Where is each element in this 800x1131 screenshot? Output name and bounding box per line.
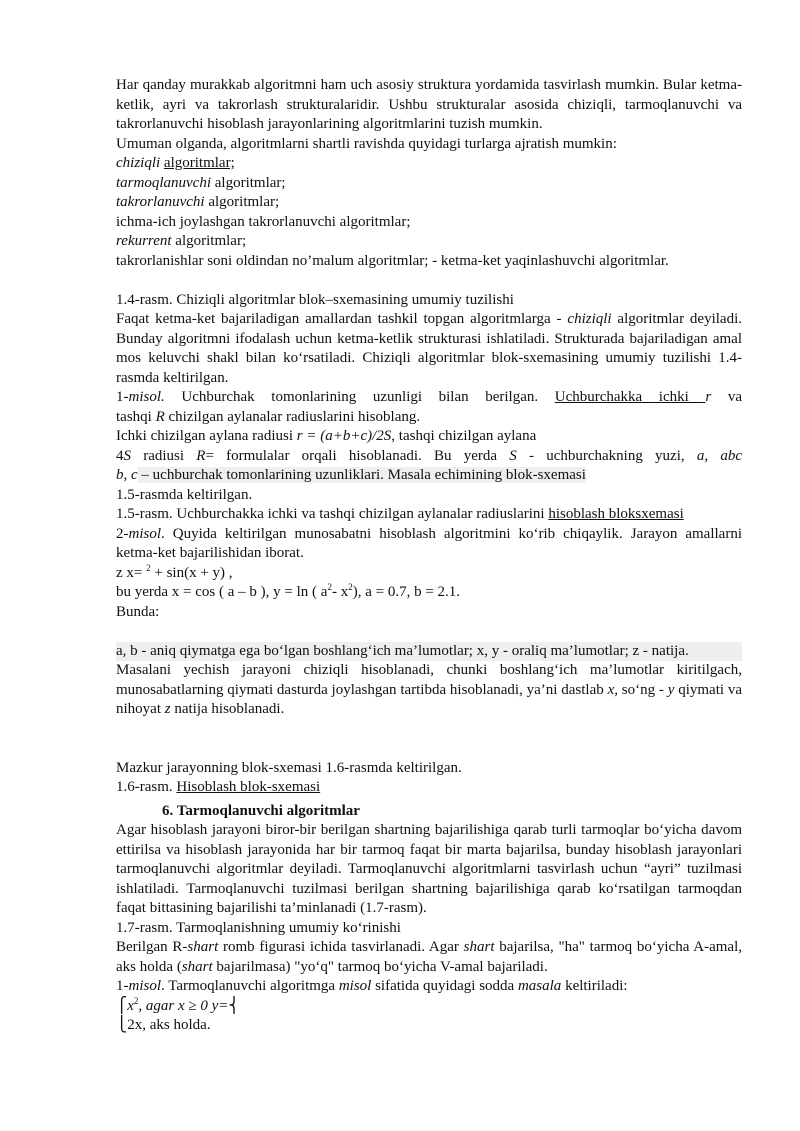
type-rest: takrorlanishlar soni oldindan no’malum algoritmlar; - ketma-ket yaqinlashuvchi algoritmlar. [116,252,669,269]
section-heading: 6. Tarmoqlanuvchi algoritmlar [162,802,360,819]
type-rest: algoritmlar; [163,155,235,171]
example1-line1: 1-misol. Uchburchak tomonlarining uzunligi bilan berilgan. Uchburchakka ichki r va [116,389,742,405]
example1-line5: b, c – uchburchak tomonlarining uzunliklari. Masala echimining blok-sxemasi [116,467,586,483]
section6-condition-paragraph: Berilgan R-shart romb figurasi ichida tasvirlanadi. Agar shart bajarilsa, "ha" tarmoq bo‘yicha A-amal, aks holda (shart bajarilmasa) "yo‘q" tarmoq bo‘yicha V-amal bajariladi. [116,939,742,975]
intro-paragraph: Har qanday murakkab algoritmni ham uch asosiy struktura yordamida tasvirlash mumkin. Bular ketma-ketlik, ayri va takrorlash strukturalaridir. Ushbu strukturalar asosida chiziqli, tarmoqlanuvchi va takrorlanuvchi hisoblash jarayonlarining algoritmlarini tuzish mumkin. [116,77,742,132]
list-item [116,154,742,174]
section6-paragraph: Agar hisoblash jarayoni biror-bir berilgan shartning bajarilishiga qarab turli tarmoqlar bo‘yicha davom ettirilsa va hisoblash jarayonida har bir tarmoq faqat bir marta bajarilsa, bunday hisoblash jarayonlari tarmoqlanuvchi algoritmlar deyiladi. Tarmoqlanuvchi algoritmlarni tasvirlash uchun “ayri” tuzilmasi ishlatiladi. Tarmoqlanuvchi tuzilmasi berilgan shartning bajarilishiga qarab ko‘rsatilgan tarmoqdan faqat bittasining bajarilishi ta’minlanadi (1.7-rasm). [116,822,742,916]
example2-formula: z x= $^2$ + sin(x + y) , [116,562,233,581]
spacer [116,271,742,291]
list-item [116,232,742,252]
piecewise-case-1: $⎧x^2$, agar x ≥ 0 y=⎨ [116,995,240,1014]
example2-bunda: Bunda: [116,603,160,620]
type-rest: algoritmlar; [211,174,286,191]
list-item [116,252,742,272]
spacer [116,622,742,642]
list-item [116,174,742,194]
type-term: tarmoqlanuvchi [116,174,211,191]
type-rest: algoritmlar; [204,194,280,210]
type-rest: ichma-ich joylashgan takrorlanuvchi algoritmlar; [116,213,411,230]
example2-intro: 2-misol. Quyida keltirilgan munosabatni hisoblash algoritmini ko‘rib chiqaylik. Jarayon amallarni ketma-ket bajarilishidan iborat. [116,525,742,561]
type-term: takrorlanuvchi [116,194,205,210]
example1-line6: 1.5-rasmda keltirilgan. [116,486,253,503]
example2-where: bu yerda x = cos ( a – b ), y = ln ( $a^2-$ $x^2$), a = 0.7, b = 2.1. [116,582,461,600]
piecewise-case-2: ⎩2x, aks holda. [116,1017,211,1033]
linear-paragraph: Faqat ketma-ket bajariladigan amallardan tashkil topgan algoritmlarga - chiziqli algoritmlar deyiladi. Bunday algoritmni ifodalash uchun ketma-ketlik strukturasi ishlatiladi. Strukturada bajariladigan amal mos keluvchi shakl bilan ko‘rsatiladi. Chiziqli algoritmlar blok-sxemasining umumiy tuzilishi 1.4-rasmda keltirilgan. [116,311,742,386]
type-term: rekurrent [116,233,172,249]
example2-block-line: Mazkur jarayonning blok-sxemasi 1.6-rasmda keltirilgan. [116,759,462,776]
example1-line3: Ichki chizilgan aylana radiusi r = (a+b+c)/2S, tashqi chizilgan aylana [116,428,537,444]
example2-paragraph: Masalani yechish jarayoni chiziqli hisoblanadi, chunki boshlang‘ich ma’lumotlar kiritilgach, munosabatlarning qiymati dasturda joylashgan tartibda hisoblanadi, ya’ni dastlab x, so‘ng - y qiymati va nihoyat z natija hisoblanadi. [116,662,742,717]
figure-caption-1-7: 1.7-rasm. Tarmoqlanishning umumiy ko‘rinishi [116,919,401,936]
example1-line4: 4S radiusi R= formulalar orqali hisoblanadi. Bu yerda S - uchburchakning yuzi, a, abc [116,447,742,464]
intro-summary: Umuman olganda, algoritmlarni shartli ravishda quyidagi turlarga ajratish mumkin: [116,135,617,152]
list-item [116,193,742,213]
figure-caption-1-5: 1.5-rasm. Uchburchakka ichki va tashqi chizilgan aylanalar radiuslarini hisoblash bloksxemasi [116,506,684,522]
list-item [116,213,742,233]
figure-caption-1-4: 1.4-rasm. Chiziqli algoritmlar blok–sxemasining umumiy tuzilishi [116,291,514,308]
figure-caption-1-6: 1.6-rasm. Hisoblash blok-sxemasi [116,779,321,795]
spacer [116,720,742,759]
type-term: chiziqli [116,155,161,171]
example1-line2: tashqi R chizilgan aylanalar radiuslarini hisoblang. [116,408,421,425]
example2-variables: a, b - aniq qiymatga ega bo‘lgan boshlang‘ich ma’lumotlar; x, y - oraliq ma’lumotlar; z - natija. [116,642,742,662]
type-rest: algoritmlar; [171,233,247,249]
algorithm-types-list [116,154,742,271]
section6-example: 1-misol. Tarmoqlanuvchi algoritmga misol sifatida quyidagi sodda masala keltiriladi: [116,978,628,994]
